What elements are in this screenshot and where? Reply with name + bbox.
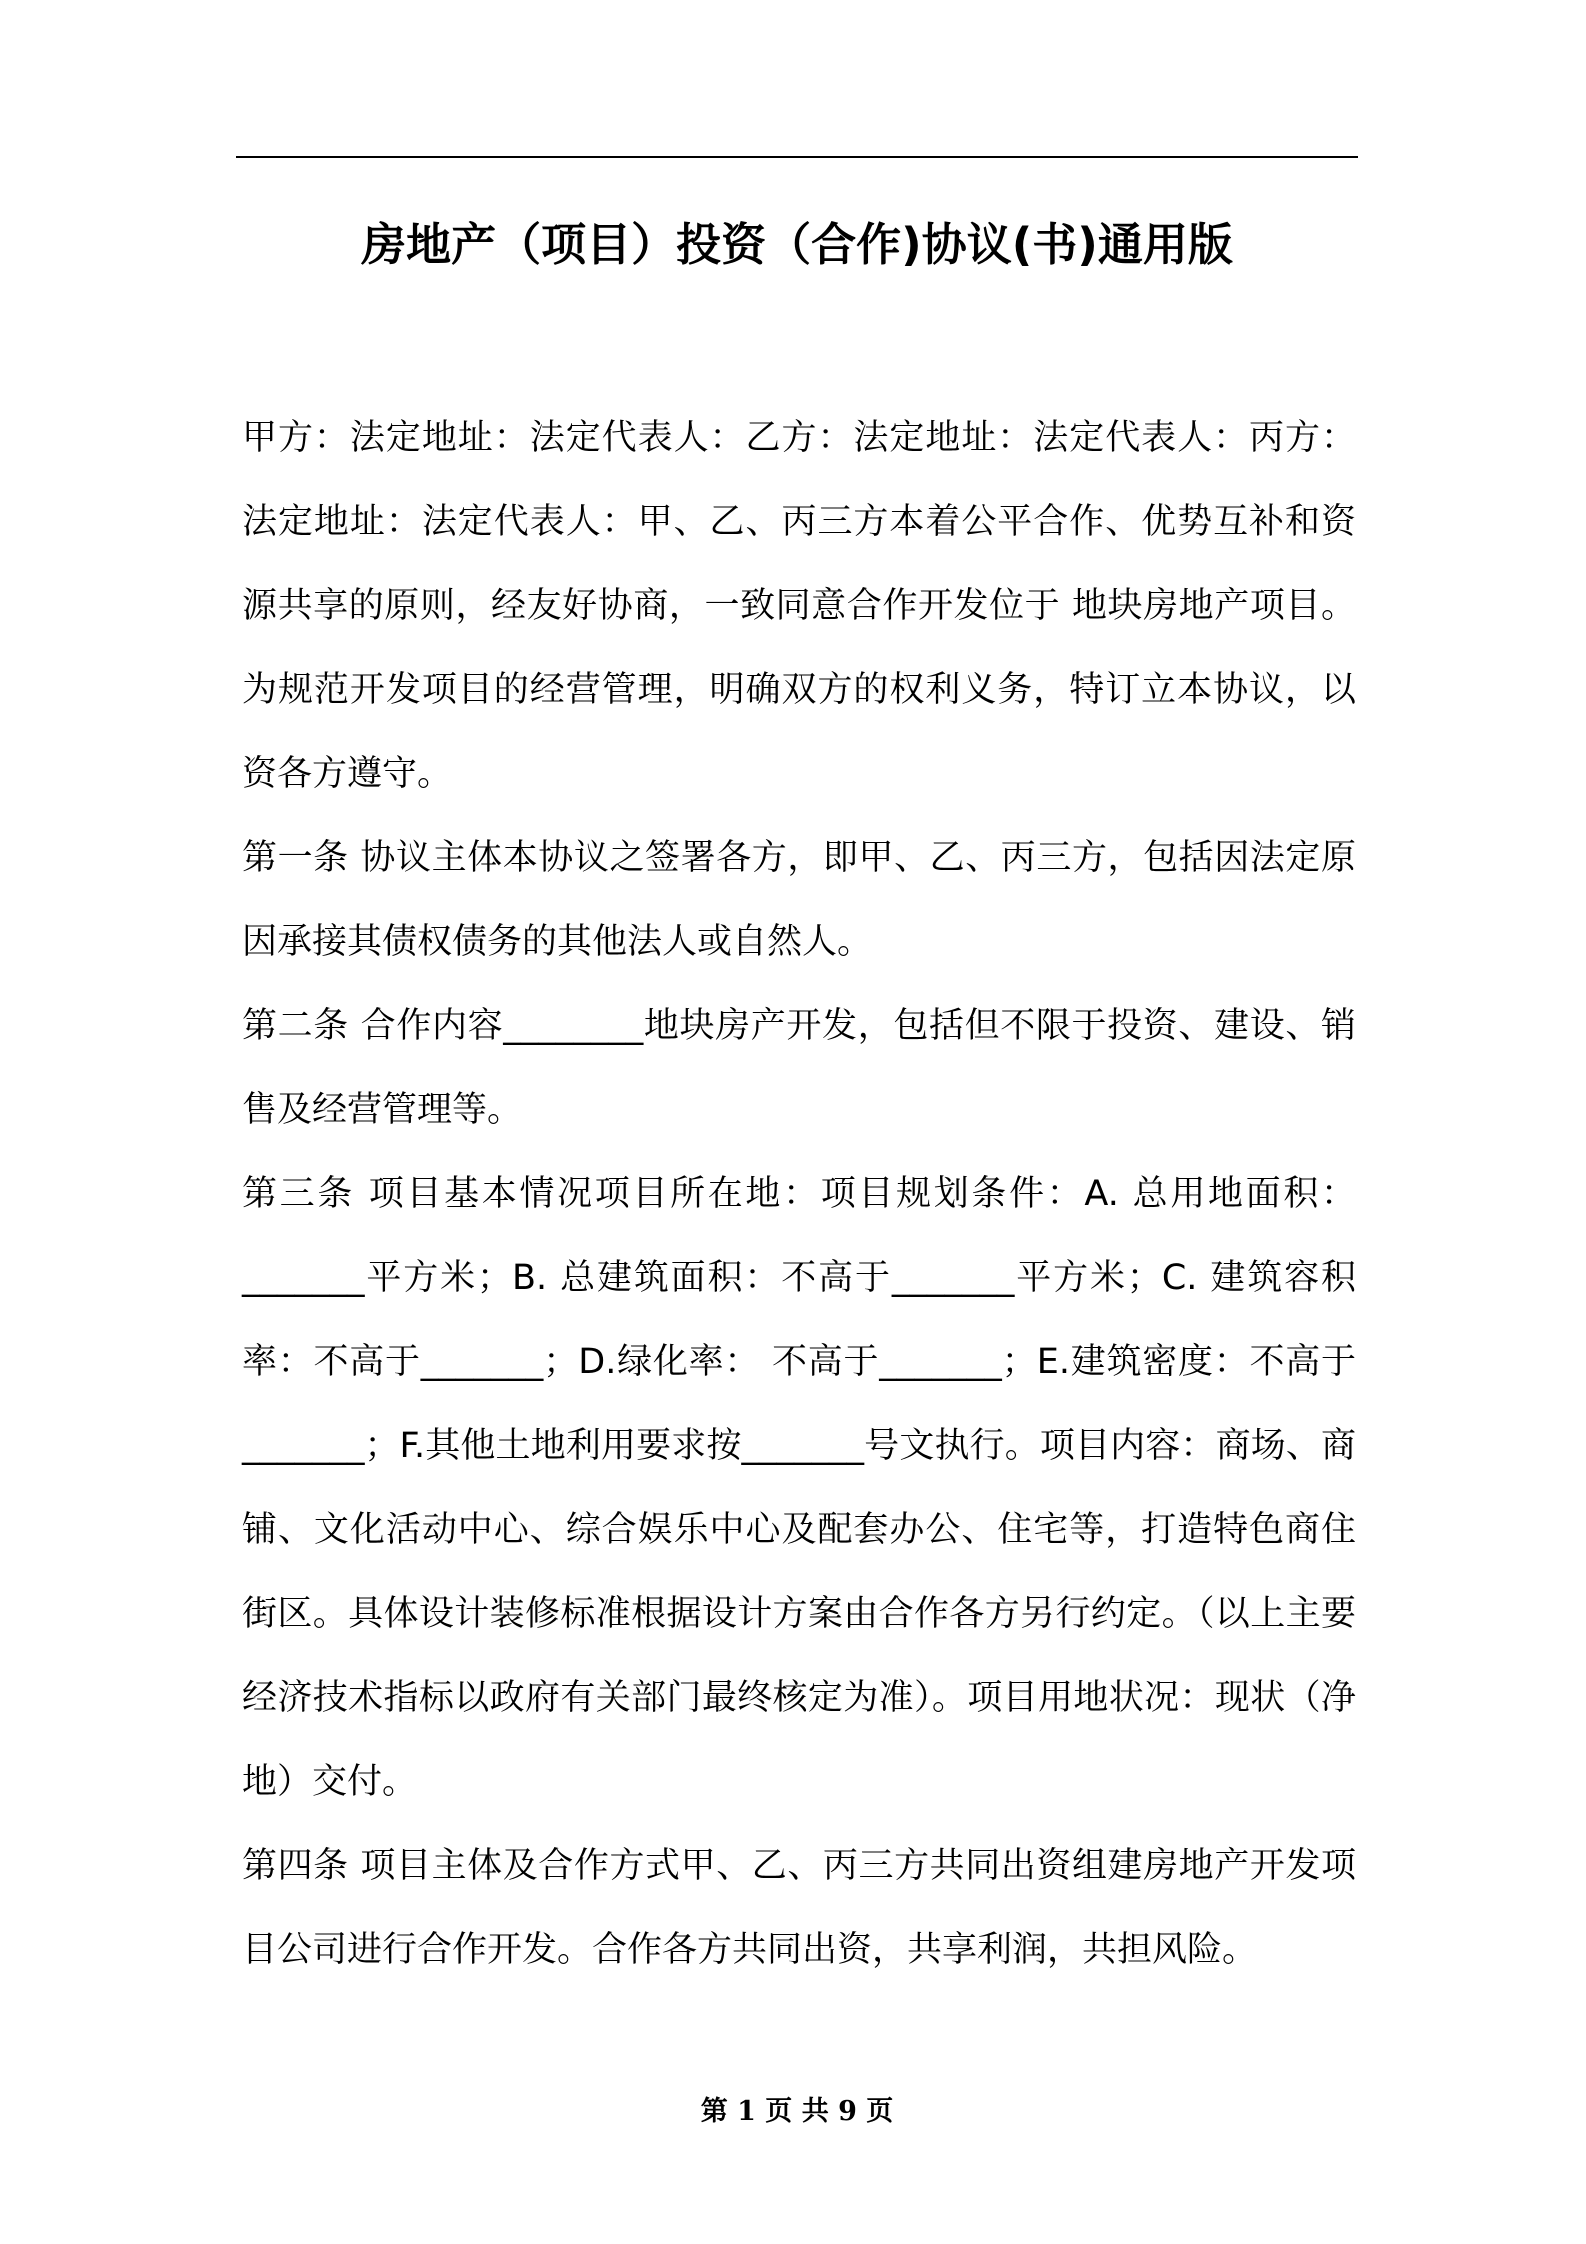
document-title: 房地产（项目）投资（合作)协议(书)通用版: [361, 218, 1233, 271]
paragraph-article-3: 第三条 项目基本情况项目所在地：项目规划条件：A. 总用地面积：_______平方米；B. 总建筑面积：不高于_______平方米；C. 建筑容积率：不高于_______；D.绿化率： 不高于_______；E.建筑密度：不高于_______；F.其他土地利用要求按_______号文执行。项目内容：商场、商铺、文化活动中心、综合娱乐中心及配套办公、住宅等，打造特色商住街区。具体设计装修标准根据设计方案由合作各方另行约定。（以上主要经济技术指标以政府有关部门最终核定为准）。项目用地状况：现状（净地）交付。: [242, 1174, 1356, 1802]
header-rule: [236, 156, 1358, 158]
paragraph-article-1: 第一条 协议主体本协议之签署各方，即甲、乙、丙三方，包括因法定原因承接其债权债务的其他法人或自然人。: [242, 838, 1356, 962]
page-number: 第 1 页 共 9 页: [700, 2096, 894, 2127]
paragraph-article-2: 第二条 合作内容________地块房产开发，包括但不限于投资、建设、销售及经营管理等。: [242, 1006, 1356, 1130]
paragraph-preamble: 甲方：法定地址：法定代表人：乙方：法定地址：法定代表人：丙方：法定地址：法定代表人：甲、乙、丙三方本着公平合作、优势互补和资源共享的原则，经友好协商，一致同意合作开发位于 地块房地产项目。为规范开发项目的经营管理，明确双方的权利义务，特订立本协议，以资各方遵守。: [242, 418, 1356, 794]
paragraph-article-4: 第四条 项目主体及合作方式甲、乙、丙三方共同出资组建房地产开发项目公司进行合作开发。合作各方共同出资，共享利润，共担风险。: [242, 1846, 1356, 1970]
document-body: [242, 396, 1356, 1992]
